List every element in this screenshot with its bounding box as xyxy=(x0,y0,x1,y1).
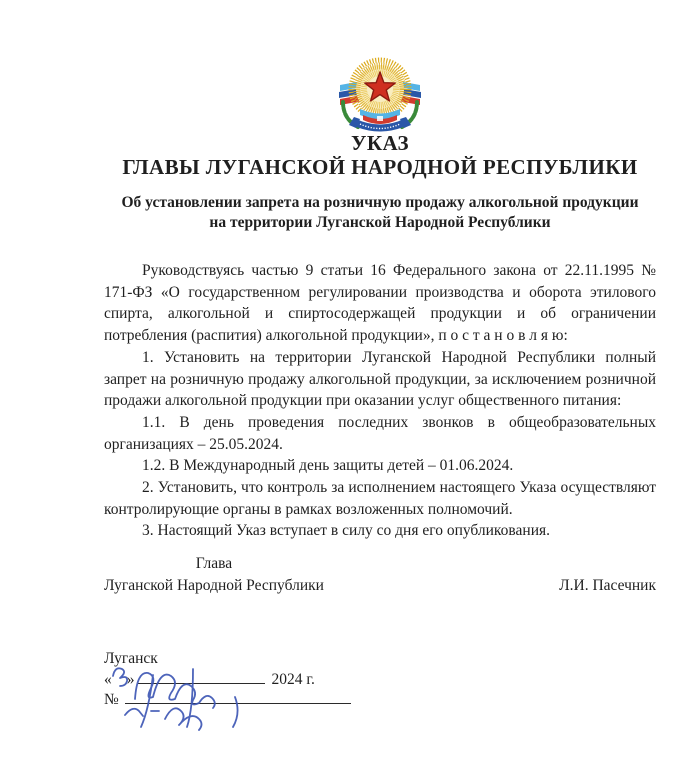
paragraph-item-3: 3. Настоящий Указ вступает в силу со дня его опубликования. xyxy=(142,522,551,540)
quote-open: « xyxy=(104,670,112,688)
subject-line-1: Об установлении запрета на розничную продажу алкогольной продукции xyxy=(121,194,639,211)
number-label: № xyxy=(104,691,119,708)
paragraph-preamble: Руководствуясь частью 9 статьи 16 Федерального закона от 22.11.1995 № 171-ФЗ «О государственном регулировании производства и оборота этилового спирта, алкогольной и спиртосодержащей продукции и об ограничении потребления (распития) алкогольной продукции», п о с т а н о в л я ю: xyxy=(104,262,656,345)
signatory-post-line2: Луганской Народной Республики xyxy=(104,576,324,594)
quote-close: » xyxy=(126,670,135,688)
paragraph-item-1-1: 1.1. В день проведения последних звонков в общеобразовательных организациях – 25.05.2024. xyxy=(104,413,656,453)
month-blank-line xyxy=(138,670,265,684)
doc-type-title: УКАЗ xyxy=(351,131,409,155)
subject-line-2: на территории Луганской Народной Республики xyxy=(209,214,551,231)
lnr-coat-of-arms-icon xyxy=(330,56,430,134)
issuance-block xyxy=(104,649,656,711)
number-blank-line xyxy=(125,690,351,704)
city-label: Луганск xyxy=(104,650,158,667)
signatory-post-line1: Глава xyxy=(195,555,233,572)
paragraph-item-1: 1. Установить на территории Луганской Народной Республики полный запрет на розничную продажу алкогольной продукции, за исключением розничной продажи алкогольной продукции при оказании услуг общественного питания: xyxy=(104,348,656,410)
document-body xyxy=(104,260,656,542)
signature-block xyxy=(104,553,656,596)
number-line xyxy=(104,690,656,711)
signatory-name: Л.И. Пасечник xyxy=(559,576,656,594)
issuer-title: ГЛАВЫ ЛУГАНСКОЙ НАРОДНОЙ РЕСПУБЛИКИ xyxy=(122,155,638,179)
document-subject xyxy=(104,193,656,233)
date-line xyxy=(104,670,656,691)
document-content xyxy=(104,0,656,781)
year-label: 2024 г. xyxy=(271,670,315,688)
document-title-block xyxy=(104,131,656,179)
signatory-post xyxy=(104,553,324,596)
paragraph-item-2: 2. Установить, что контроль за исполнением настоящего Указа осуществляют контролирующие органы в рамках возложенных полномочий. xyxy=(104,479,656,518)
paragraph-item-1-2: 1.2. В Международный день защиты детей – 01.06.2024. xyxy=(142,457,514,475)
